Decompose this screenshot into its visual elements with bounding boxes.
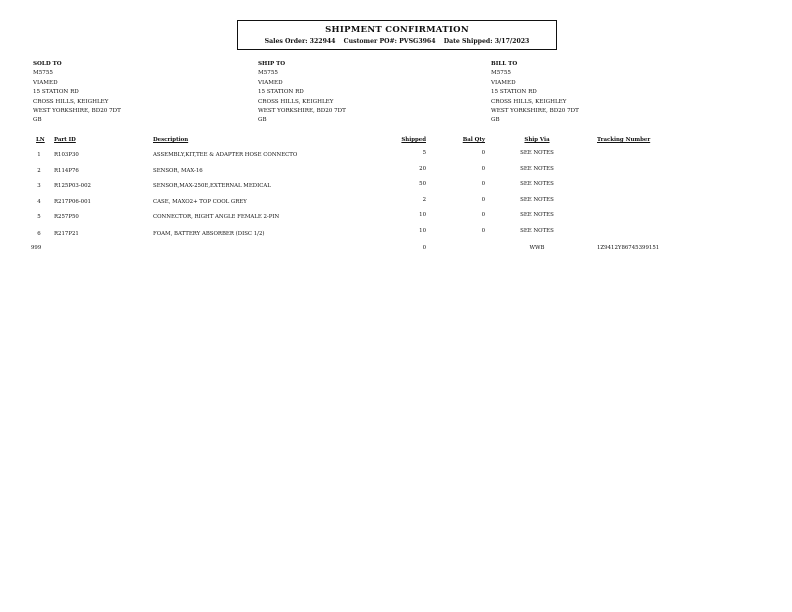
row-bo-qty: 0 <box>481 197 485 203</box>
ship-to-line: M5755 <box>258 70 278 77</box>
row-description: ASSEMBLY,KIT,TEE & ADAPTER HOSE CONNECTO <box>153 152 298 158</box>
row-bo-qty: 0 <box>481 212 485 218</box>
row-ln: 4 <box>37 199 41 205</box>
row-description: SENSOR,MAX-250E,EXTERNAL MEDICAL <box>153 183 271 189</box>
footer-ship-via: WWB <box>529 245 545 251</box>
row-ln: 6 <box>37 231 41 237</box>
row-ship-via: SEE NOTES <box>520 150 554 156</box>
bill-to-line: M5755 <box>491 70 511 77</box>
row-shipped: 50 <box>419 181 426 187</box>
title-box <box>237 20 557 50</box>
ship-to-line: WEST YORKSHIRE, BD20 7DT <box>258 107 346 114</box>
document-title: SHIPMENT CONFIRMATION <box>325 25 469 35</box>
bill-to-line: CROSS HILLS, KEIGHLEY <box>491 98 567 105</box>
row-ln: 5 <box>37 214 41 220</box>
col-header-ship-via: Ship Via <box>524 137 550 143</box>
bill-to-line: GB <box>491 117 500 124</box>
sold-to-line: M5755 <box>33 70 53 77</box>
ship-to-label: SHIP TO <box>258 61 286 67</box>
footer-tracking-number: 1Z9412Y86745399151 <box>597 245 660 251</box>
col-header-tracking: Tracking Number <box>597 137 651 143</box>
row-ship-via: SEE NOTES <box>520 197 554 203</box>
sold-to-block <box>33 62 233 128</box>
row-ship-via: SEE NOTES <box>520 181 554 187</box>
ship-to-line: CROSS HILLS, KEIGHLEY <box>258 98 334 105</box>
row-ship-via: SEE NOTES <box>520 212 554 218</box>
row-shipped: 10 <box>419 228 426 234</box>
bill-to-line: VIAMED <box>491 79 516 86</box>
sold-to-line: GB <box>33 117 42 124</box>
col-header-shipped: Shipped <box>401 137 426 143</box>
row-description: CONNECTOR, RIGHT ANGLE FEMALE 2-PIN <box>153 214 280 220</box>
customer-po: Customer PO#: PVSG3964 <box>343 38 436 45</box>
row-ln: 3 <box>37 183 41 189</box>
row-ln: 2 <box>37 168 41 174</box>
row-part-id: R217P06-001 <box>54 199 91 205</box>
order-info <box>238 39 556 45</box>
row-bo-qty: 0 <box>481 166 485 172</box>
row-shipped: 2 <box>422 197 426 203</box>
sold-to-line: 15 STATION RD <box>33 89 79 96</box>
footer-code: 999 <box>31 245 42 251</box>
col-header-ln: LN <box>36 137 45 143</box>
ship-to-line: 15 STATION RD <box>258 89 304 96</box>
row-description: CASE, MAXO2+ TOP COOL GREY <box>153 199 247 205</box>
row-description: SENSOR, MAX-16 <box>153 168 203 174</box>
ship-to-block <box>258 62 458 128</box>
sold-to-label: SOLD TO <box>33 61 62 67</box>
row-ln: 1 <box>37 152 41 158</box>
row-part-id: R114P76 <box>54 168 79 174</box>
row-part-id: R217P21 <box>54 231 79 237</box>
ship-to-line: VIAMED <box>258 79 283 86</box>
row-ship-via: SEE NOTES <box>520 228 554 234</box>
ship-to-line: GB <box>258 117 267 124</box>
sold-to-line: WEST YORKSHIRE, BD20 7DT <box>33 107 121 114</box>
bill-to-line: 15 STATION RD <box>491 89 537 96</box>
bill-to-label: BILL TO <box>491 61 518 67</box>
row-shipped: 20 <box>419 166 426 172</box>
sales-order: Sales Order: 322944 <box>264 38 336 45</box>
col-header-bo-qty: Bal Qty <box>462 137 485 143</box>
bill-to-block <box>491 62 691 128</box>
row-bo-qty: 0 <box>481 228 485 234</box>
row-part-id: R125P03-002 <box>54 183 91 189</box>
date-shipped: Date Shipped: 3/17/2023 <box>443 38 530 45</box>
row-bo-qty: 0 <box>481 181 485 187</box>
col-header-description: Description <box>153 137 189 143</box>
sold-to-line: VIAMED <box>33 79 58 86</box>
col-header-part-id: Part ID <box>54 137 76 143</box>
row-part-id: R103P30 <box>54 152 79 158</box>
row-ship-via: SEE NOTES <box>520 166 554 172</box>
sold-to-line: CROSS HILLS, KEIGHLEY <box>33 98 109 105</box>
row-shipped: 5 <box>422 150 426 156</box>
row-description: FOAM, BATTERY ABSORBER (DISC 1/2) <box>153 231 265 237</box>
footer-shipped: 0 <box>422 245 426 251</box>
row-part-id: R257P50 <box>54 214 79 220</box>
bill-to-line: WEST YORKSHIRE, BD20 7DT <box>491 107 579 114</box>
row-shipped: 10 <box>419 212 426 218</box>
row-bo-qty: 0 <box>481 150 485 156</box>
